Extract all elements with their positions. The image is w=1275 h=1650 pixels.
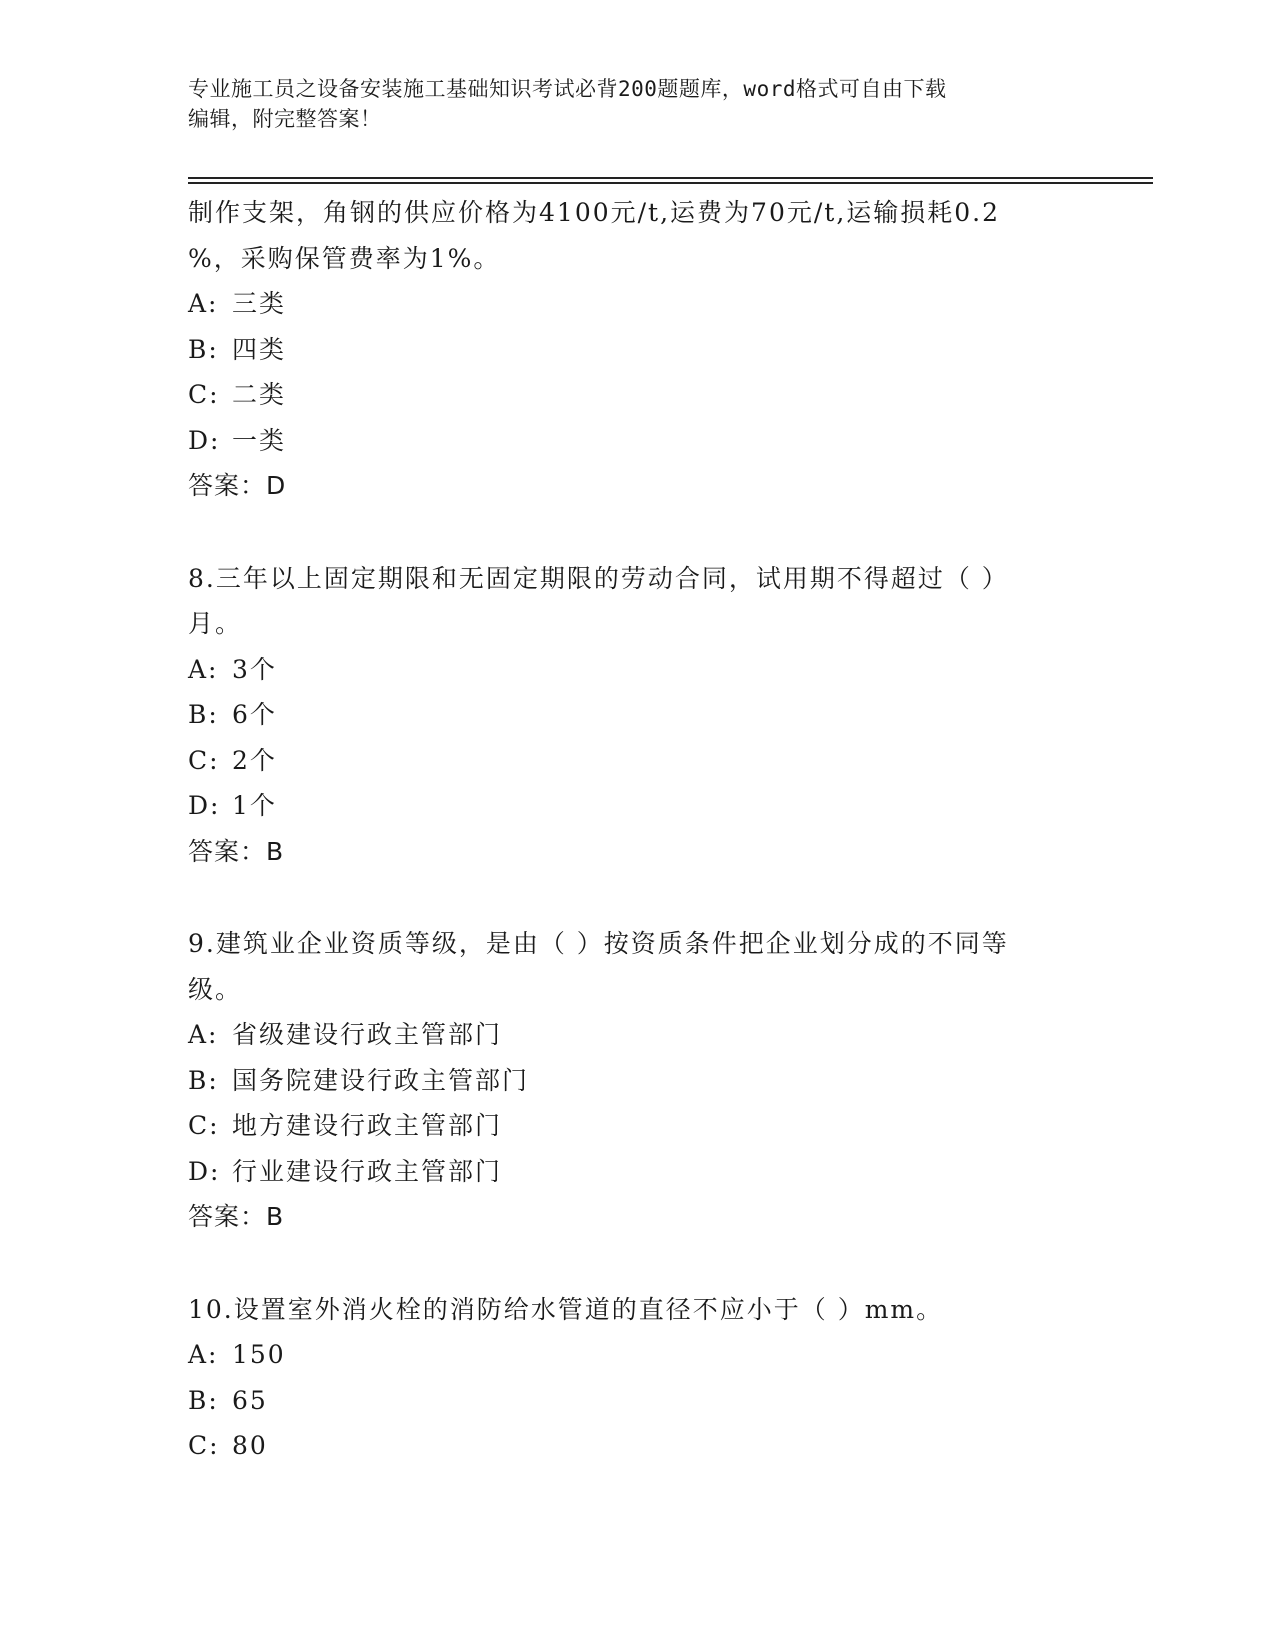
option-letter: A: [188, 289, 219, 318]
option-c [188, 1423, 1088, 1469]
option-letter: B: [188, 700, 219, 729]
question-text-line: 月。 [188, 609, 243, 638]
option-b [188, 327, 1088, 373]
option-d [188, 418, 1088, 464]
option-text: 80 [232, 1431, 268, 1460]
option-letter: A: [188, 1340, 219, 1369]
option-d [188, 1149, 1088, 1195]
document-body [188, 190, 1088, 1469]
option-text: 地方建设行政主管部门 [232, 1111, 503, 1140]
option-text: 一类 [232, 425, 287, 455]
option-text: 1个 [232, 791, 277, 820]
option-letter: A: [188, 654, 219, 684]
option-letter: C: [188, 1431, 220, 1460]
option-text: 3个 [232, 654, 277, 684]
option-text: 行业建设行政主管部门 [232, 1156, 503, 1186]
header-divider-top [188, 177, 1153, 179]
option-letter: C: [188, 380, 220, 409]
option-b [188, 1058, 1088, 1104]
option-letter: C: [188, 745, 220, 775]
question-9 [188, 921, 1088, 1240]
option-a [188, 1332, 1088, 1378]
question-text-line: 制作支架，角钢的供应价格为4100元/t,运费为70元/t,运输损耗0.2 [188, 198, 1001, 227]
option-text: 三类 [232, 289, 287, 318]
option-b [188, 1378, 1088, 1424]
option-c [188, 372, 1088, 418]
option-letter: D: [188, 791, 221, 820]
option-text: 国务院建设行政主管部门 [232, 1065, 530, 1095]
option-a [188, 281, 1088, 327]
option-c [188, 738, 1088, 784]
option-a [188, 1012, 1088, 1058]
option-c [188, 1103, 1088, 1149]
question-continued [188, 190, 1088, 509]
option-letter: A: [188, 1020, 219, 1049]
option-text: 2个 [232, 745, 277, 775]
question-8 [188, 556, 1088, 875]
answer-line: 答案：B [188, 836, 285, 866]
question-text-line: 级。 [188, 974, 243, 1004]
document-header [188, 74, 1088, 134]
option-letter: C: [188, 1111, 220, 1140]
answer-line: 答案：D [188, 471, 287, 500]
option-letter: D: [188, 1156, 221, 1186]
option-letter: B: [188, 1385, 219, 1415]
option-b [188, 692, 1088, 738]
option-text: 二类 [232, 380, 287, 409]
question-text-line: %，采购保管费率为1%。 [188, 243, 501, 273]
header-title-line-1: 专业施工员之设备安装施工基础知识考试必背200题题库，word格式可自由下载 [188, 77, 947, 101]
header-title-line-2: 编辑，附完整答案！ [188, 107, 382, 131]
option-text: 150 [232, 1340, 286, 1369]
header-divider-bottom [188, 182, 1153, 184]
option-text: 65 [232, 1385, 268, 1415]
question-text-line: 10.设置室外消火栓的消防给水管道的直径不应小于（ ）mm。 [188, 1294, 944, 1324]
answer-line: 答案：B [188, 1202, 285, 1231]
option-letter: B: [188, 334, 219, 364]
option-a [188, 647, 1088, 693]
question-text-line: 9.建筑业企业资质等级，是由（ ）按资质条件把企业划分成的不同等 [188, 929, 1009, 958]
option-d [188, 783, 1088, 829]
option-text: 6个 [232, 700, 277, 729]
question-text-line: 8.三年以上固定期限和无固定期限的劳动合同，试用期不得超过（ ） [188, 563, 1009, 593]
question-10 [188, 1287, 1088, 1469]
option-letter: D: [188, 425, 221, 455]
option-text: 省级建设行政主管部门 [232, 1020, 503, 1049]
option-text: 四类 [232, 334, 287, 364]
option-letter: B: [188, 1065, 219, 1095]
